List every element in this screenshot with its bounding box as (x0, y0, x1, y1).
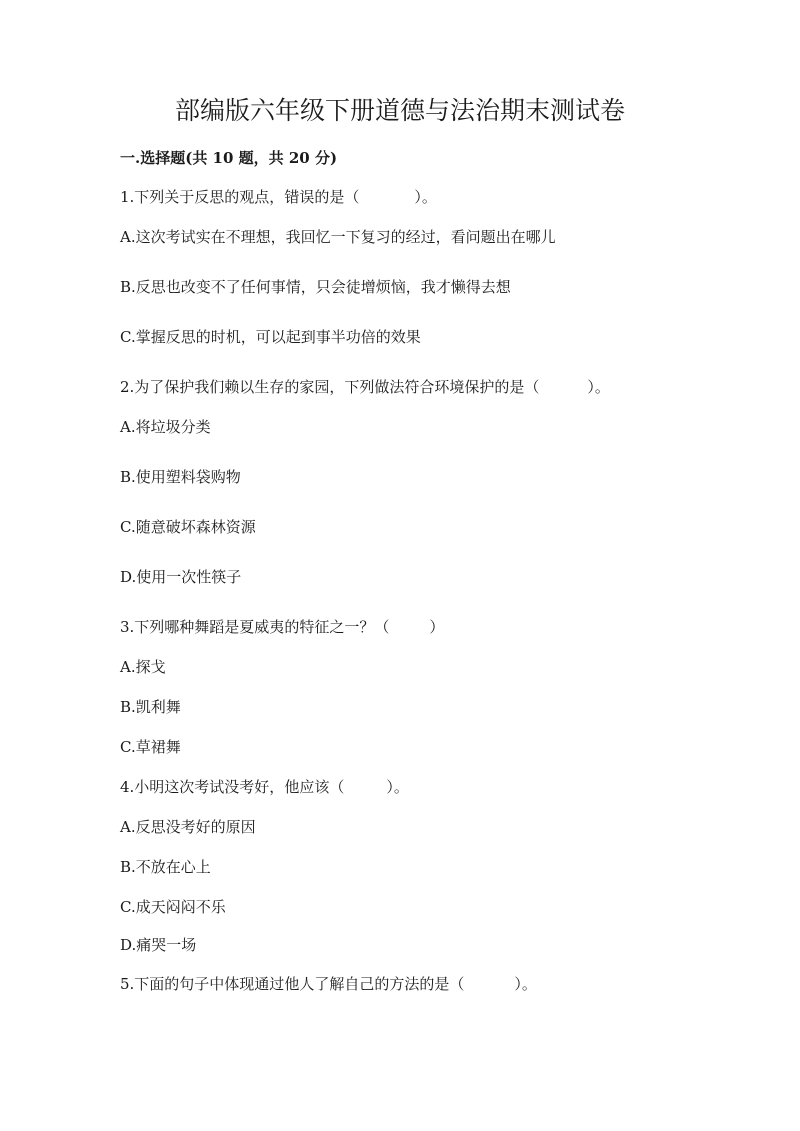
question-2-stem (120, 377, 610, 397)
question-2-option-c: C.随意破坏森林资源 (120, 518, 256, 536)
question-stem-text: 2.为了保护我们赖以生存的家园，下列做法符合环境保护的是（ (120, 378, 540, 396)
question-4-option-c: C.成天闷闷不乐 (120, 898, 226, 916)
question-stem-end: ）。 (587, 378, 610, 396)
question-stem-end: ）。 (386, 778, 409, 796)
question-2-option-b: B.使用塑料袋购物 (120, 468, 241, 486)
question-4-option-a: A.反思没考好的原因 (120, 818, 256, 836)
question-4-option-d: D.痛哭一场 (120, 936, 197, 954)
question-2-option-d: D.使用一次性筷子 (120, 568, 242, 586)
question-stem-text: 4.小明这次考试没考好，他应该（ (120, 778, 345, 796)
question-1-option-a: A.这次考试实在不理想，我回忆一下复习的经过，看问题出在哪儿 (120, 228, 556, 246)
question-3-option-c: C.草裙舞 (120, 738, 181, 756)
question-stem-text: 1.下列关于反思的观点，错误的是（ (120, 188, 360, 206)
page-title: 部编版六年级下册道德与法治期末测试卷 (174, 96, 625, 125)
question-3-stem (120, 617, 444, 637)
question-1-option-b: B.反思也改变不了任何事情，只会徒增烦恼，我才懒得去想 (120, 278, 511, 296)
question-3-option-a: A.探戈 (120, 658, 166, 676)
question-stem-end: ） (429, 618, 445, 636)
question-2-option-a: A.将垃圾分类 (120, 418, 211, 436)
question-1-stem (120, 187, 437, 207)
question-stem-end: ）。 (514, 975, 537, 993)
question-5-stem (120, 974, 537, 994)
question-3-option-b: B.凯利舞 (120, 698, 181, 716)
question-stem-end: ）。 (414, 188, 437, 206)
question-stem-text: 3.下列哪种舞蹈是夏威夷的特征之一？（ (120, 618, 390, 636)
question-1-option-c: C.掌握反思的时机，可以起到事半功倍的效果 (120, 328, 421, 346)
question-stem-text: 5.下面的句子中体现通过他人了解自己的方法的是（ (120, 975, 465, 993)
question-4-option-b: B.不放在心上 (120, 858, 211, 876)
section-heading: 一.选择题(共 10 题，共 20 分) (120, 149, 338, 167)
question-4-stem (120, 777, 409, 797)
